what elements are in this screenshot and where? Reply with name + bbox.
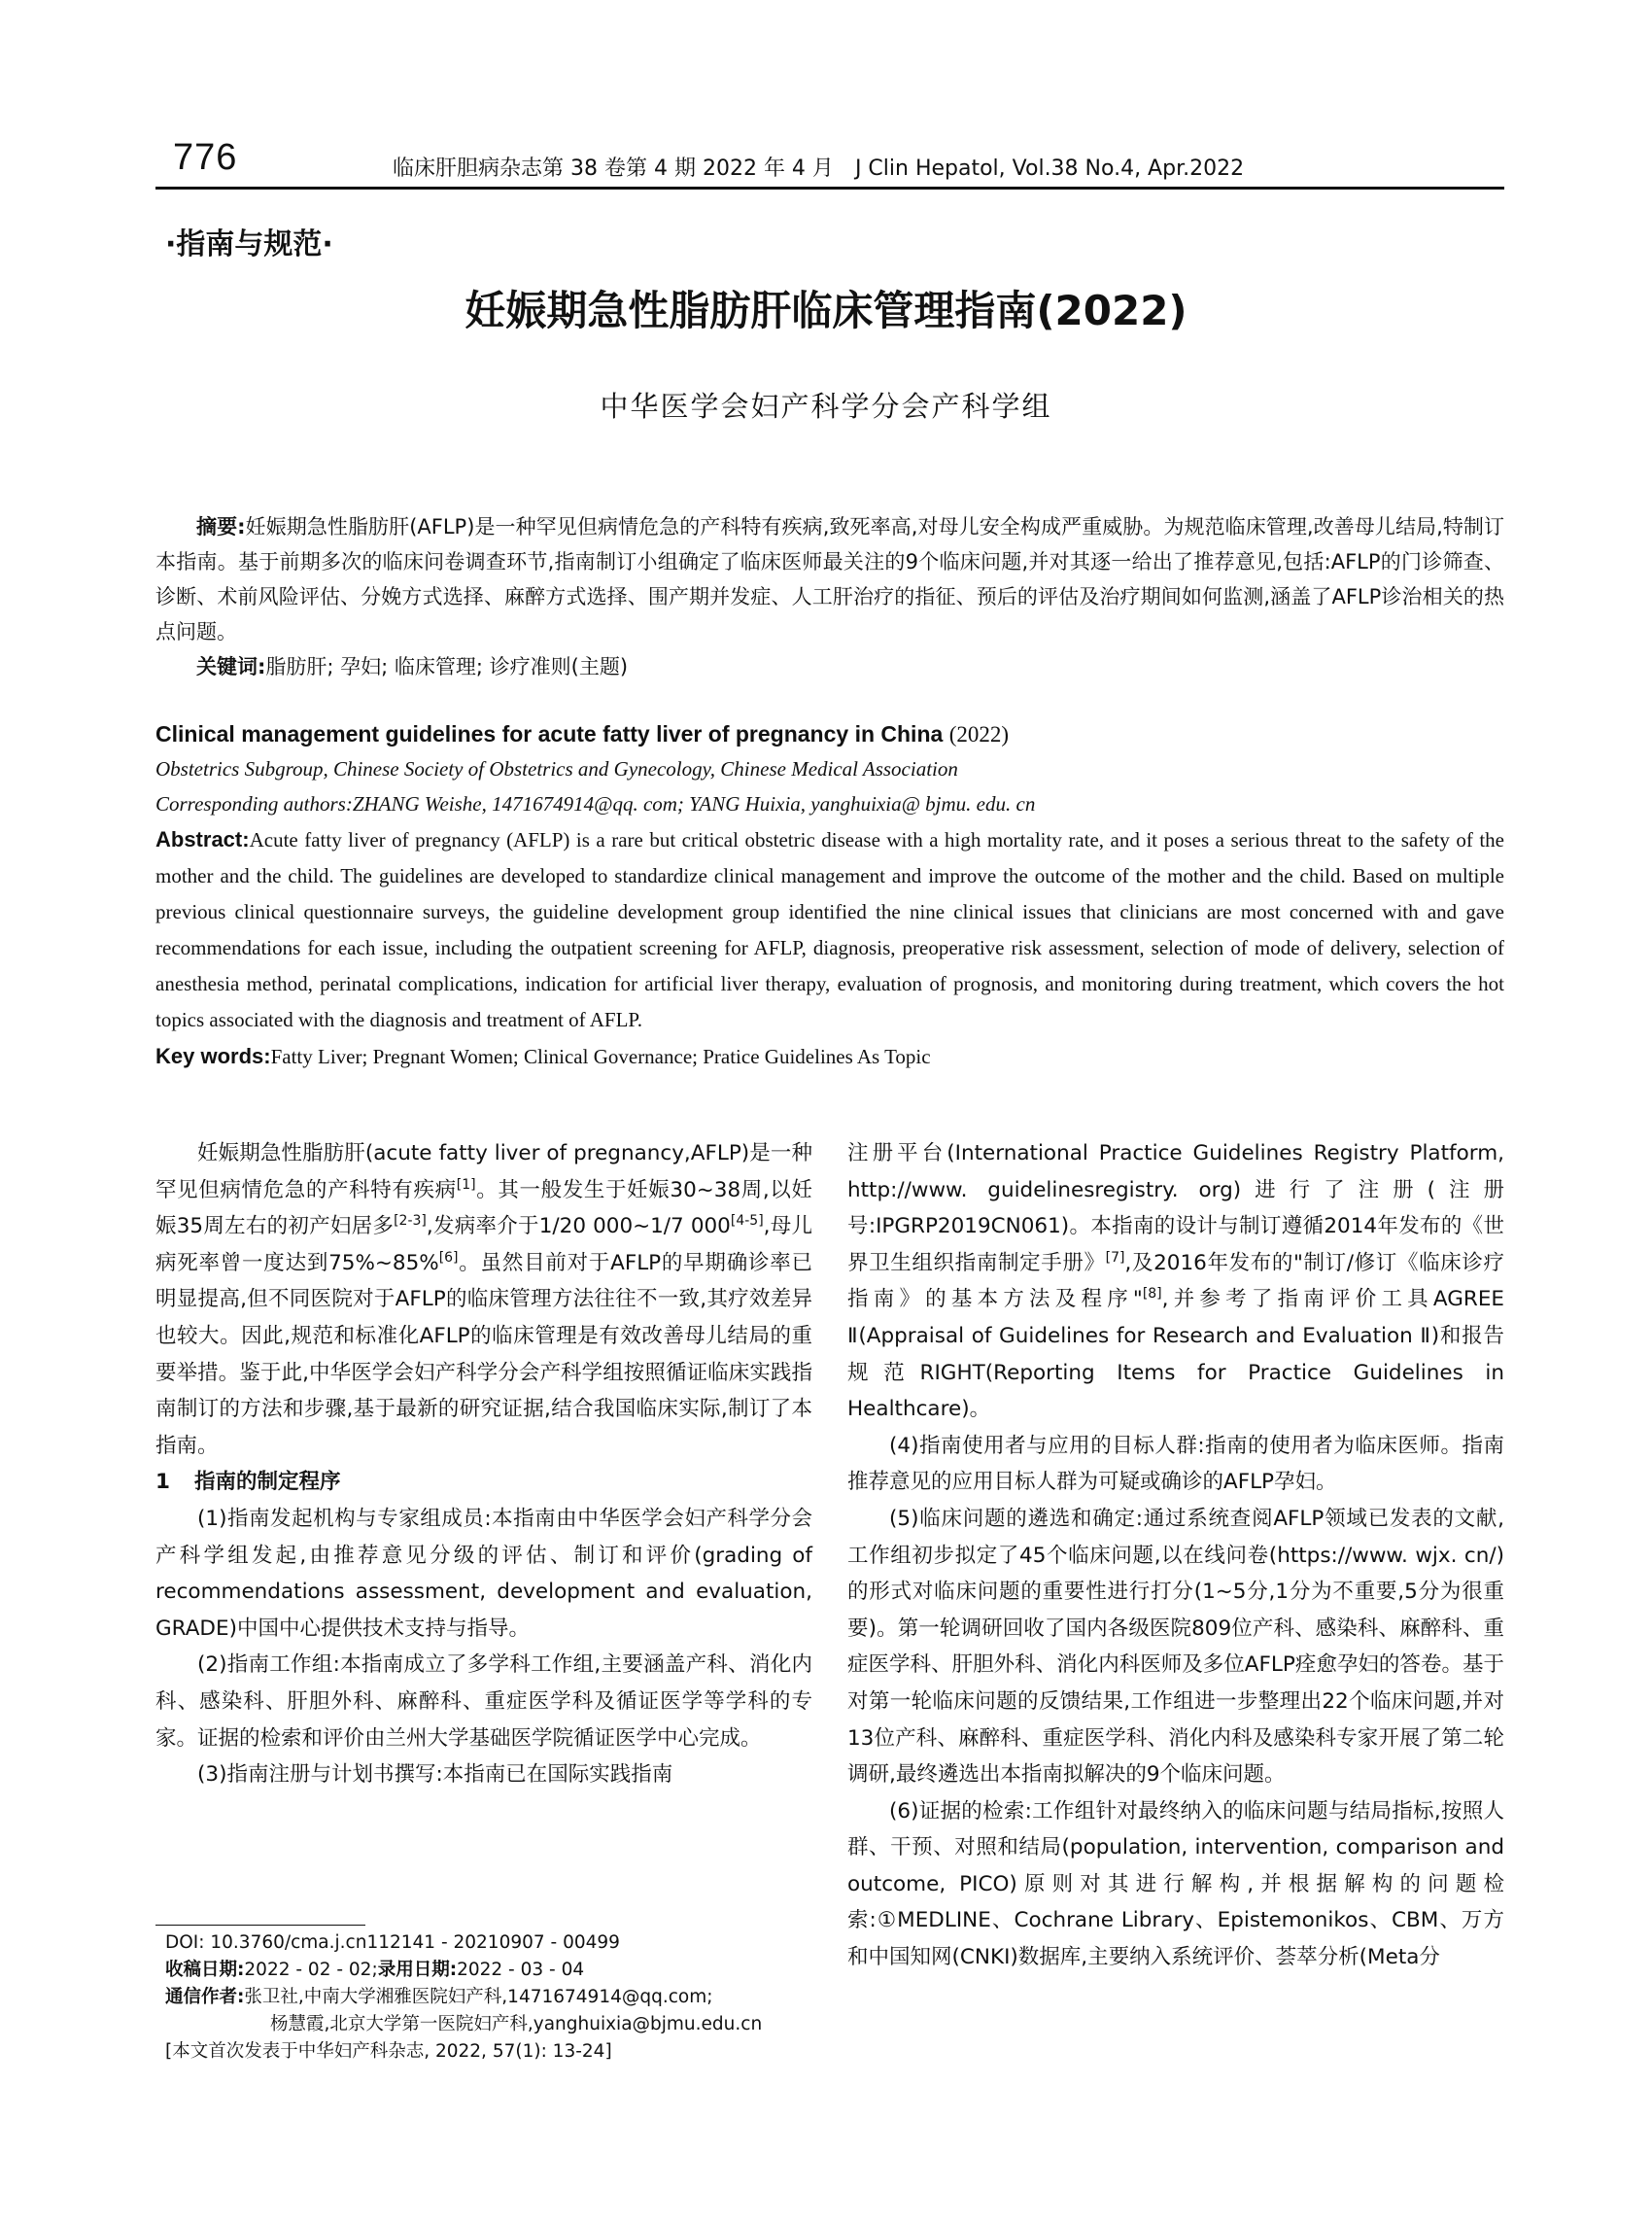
paragraph-6: (6)证据的检索:工作组针对最终纳入的临床问题与结局指标,按照人群、干预、对照和结局(population, intervention, comparison and outcome, PICO)原则对其进行解构,并根据解构的问题检索:①MEDLINE、Cochrane Library、Epistemonikos、CBM、万方和中国知网(CNKI)数据库,主要纳入系统评价、荟萃分析(Meta分 — [847, 1798, 1504, 1970]
intro-text-b: 。其一般发生于妊娠30~38周,以妊娠35周左右的初产妇居多 — [155, 1177, 812, 1239]
english-title-text: Clinical management guidelines for acute fatty liver of pregnancy in China — [155, 721, 944, 747]
corresponding-label: 通信作者: — [165, 1987, 245, 2007]
journal-name-cn: 临床肝胆病杂志第 38 卷第 4 期 2022 年 4 月 — [393, 156, 834, 181]
footnote — [165, 1929, 826, 2066]
article-title: 妊娠期急性脂肪肝临床管理指南(2022) — [465, 287, 1187, 334]
footnote-corresponding-1 — [165, 1984, 826, 2011]
chinese-abstract — [155, 509, 1504, 684]
intro-text-e: 。虽然目前对于AFLP的早期确诊率已明显提高,但不同医院对于AFLP的临床管理方法往往不一致,其疗效差异也较大。因此,规范和标准化AFLP的临床管理是有效改善母儿结局的重要举措。鉴于此,中华医学会妇产科学分会产科学组按照循证临床实践指南制订的方法和步骤,基于最新的研究证据,结合我国临床实际,制订了本指南。 — [155, 1250, 812, 1458]
ref-1: [1] — [456, 1176, 476, 1193]
ref-5: [7] — [1105, 1249, 1125, 1266]
abstract-text: 妊娠期急性脂肪肝(AFLP)是一种罕见但病情危急的产科特有疾病,致死率高,对母儿安全构成严重威胁。为规范临床管理,改善母儿结局,特制订本指南。基于前期多次的临床问卷调查环节,指南制订小组确定了临床医师最关注的9个临床问题,并对其逐一给出了推荐意见,包括:AFLP的门诊筛查、诊断、术前风险评估、分娩方式选择、麻醉方式选择、围产期并发症、人工肝治疗的指征、预后的评估及治疗期间如何监测,涵盖了AFLP诊治相关的热点问题。 — [155, 515, 1504, 643]
paragraph-1: (1)指南发起机构与专家组成员:本指南由中华医学会妇产科学分会产科学组发起,由推荐意见分级的评估、制订和评价(grading of recommendations assessment, development and evaluation, GRADE)中国中心提供技术支持与指导。 — [155, 1506, 812, 1641]
english-abstract-paragraph — [155, 821, 1504, 1038]
english-title — [155, 717, 1504, 751]
footnote-dates — [165, 1957, 826, 1984]
keywords-text: 脂肪肝; 孕妇; 临床管理; 诊疗准则(主题) — [265, 655, 629, 678]
english-abstract — [155, 717, 1504, 1075]
intro-text-d: ,母儿病死率曾一度达到75%~85% — [155, 1214, 812, 1275]
ref-3: [4-5] — [730, 1213, 764, 1230]
intro-paragraph — [155, 1135, 812, 1464]
chinese-abstract-paragraph — [155, 509, 1504, 649]
p3-text-a: 注册平台(International Practice Guidelines Registry Platform, http://www. guidelinesregistry. org)进行了注册(注册号:IPGRP2019CN061)。本指南的设计与制订遵循2014年发布的《世界卫生组织指南制定手册》 — [847, 1141, 1504, 1275]
journal-name-en: J Clin Hepatol, Vol.38 No.4, Apr.2022 — [854, 156, 1245, 181]
paragraph-3-continued — [847, 1135, 1504, 1428]
chinese-keywords — [155, 649, 1504, 684]
p3-text-c: ,并参考了指南评价工具AGREE Ⅱ(Appraisal of Guidelines for Research and Evaluation Ⅱ)和报告规范RIGHT(Reporting Items for Practice Guidelines in Healthcare)。 — [847, 1287, 1505, 1422]
section-heading-text: 指南的制定程序 — [194, 1470, 341, 1495]
intro-text-a: 妊娠期急性脂肪肝(acute fatty liver of pregnancy,AFLP)是一种罕见但病情危急的产科特有疾病 — [155, 1141, 812, 1202]
ref-4: [6] — [438, 1249, 459, 1266]
accepted-date: 2022 - 03 - 04 — [457, 1960, 585, 1980]
section-label: ·指南与规范· — [165, 227, 333, 261]
english-corresponding-authors: Corresponding authors:ZHANG Weishe, 1471674914@qq. com; YANG Huixia, yanghuixia@ bjmu. edu. cn — [155, 792, 1036, 816]
corresponding-author-1: 张卫社,中南大学湘雅医院妇产科,1471674914@qq.com; — [244, 1987, 713, 2007]
page-number: 776 — [173, 137, 238, 178]
accepted-label: 录用日期: — [377, 1960, 458, 1980]
ref-6: [8] — [1142, 1286, 1162, 1303]
paragraph-2: (2)指南工作组:本指南成立了多学科工作组,主要涵盖产科、消化内科、感染科、肝胆外科、麻醉科、重症医学科及循证医学等学科的专家。证据的检索和评价由兰州大学基础医学院循证医学中心完成。 — [155, 1652, 812, 1751]
paragraph-3: (3)指南注册与计划书撰写:本指南已在国际实践指南 — [197, 1762, 673, 1788]
body-column-right — [847, 1135, 1504, 1976]
header-rule — [155, 187, 1504, 190]
p3-text-b: ,及2016年发布的"制订/修订《临床诊疗指南》的基本方法及程序" — [847, 1250, 1504, 1312]
body-column-left — [155, 1135, 812, 1793]
english-abstract-text: Acute fatty liver of pregnancy (AFLP) is a rare but critical obstetric disease with a high mortality rate, and it poses a serious threat to the safety of the mother and the child. The guidelines are developed to standardize clinical management and improve the outcome of the mother and the child. Based on multiple previous clinical questionnaire surveys, the guideline development group identified the nine clinical issues that clinicians are most concerned with and gave recommendations for each issue, including the outpatient screening for AFLP, diagnosis, preoperative risk assessment, selection of mode of delivery, selection of anesthesia method, perinatal complications, indication for artificial liver therapy, evaluation of prognosis, and monitoring during treatment, which covers the hot topics associated with the diagnosis and treatment of AFLP. — [155, 828, 1504, 1031]
english-affiliation: Obstetrics Subgroup, Chinese Society of Obstetrics and Gynecology, Chinese Medical Association — [155, 757, 958, 781]
english-abstract-label: Abstract: — [155, 827, 250, 851]
footnote-rule — [155, 1925, 365, 1926]
footnote-first-published: [本文首次发表于中华妇产科杂志, 2022, 57(1): 13-24] — [165, 2041, 612, 2062]
english-keywords — [155, 1038, 1504, 1075]
ref-2: [2-3] — [394, 1213, 427, 1230]
footnote-doi: DOI: 10.3760/cma.j.cn112141 - 20210907 - 00499 — [165, 1932, 620, 1953]
footnote-corresponding-2: 杨慧霞,北京大学第一医院妇产科,yanghuixia@bjmu.edu.cn — [270, 2014, 763, 2034]
keywords-label: 关键词: — [196, 655, 266, 678]
section-heading — [155, 1464, 812, 1501]
received-label: 收稿日期: — [165, 1960, 245, 1980]
abstract-label: 摘要: — [196, 515, 246, 539]
paragraph-4: (4)指南使用者与应用的目标人群:指南的使用者为临床医师。指南推荐意见的应用目标人群为可疑或确诊的AFLP孕妇。 — [847, 1433, 1504, 1495]
journal-header — [393, 152, 1244, 182]
section-heading-number: 1 — [155, 1470, 170, 1495]
english-title-year: (2022) — [948, 722, 1010, 747]
paragraph-5: (5)临床问题的遴选和确定:通过系统查阅AFLP领域已发表的文献,工作组初步拟定了45个临床问题,以在线问卷(https://www. wjx. cn/)的形式对临床问题的重要性进行打分(1~5分,1分为不重要,5分为很重要)。第一轮调研回收了国内各级医院809位产科、感染科、麻醉科、重症医学科、肝胆外科、消化内科医师及多位AFLP痊愈孕妇的答卷。基于对第一轮临床问题的反馈结果,工作组进一步整理出22个临床问题,并对13位产科、麻醉科、重症医学科、消化内科及感染科专家开展了第二轮调研,最终遴选出本指南拟解决的9个临床问题。 — [847, 1506, 1504, 1788]
intro-text-c: ,发病率介于1/20 000~1/7 000 — [426, 1214, 731, 1239]
received-date: 2022 - 02 - 02; — [244, 1960, 378, 1980]
english-keywords-text: Fatty Liver; Pregnant Women; Clinical Governance; Pratice Guidelines As Topic — [270, 1045, 931, 1068]
english-keywords-label: Key words: — [155, 1044, 271, 1068]
article-author: 中华医学会妇产科学分会产科学组 — [600, 390, 1052, 423]
